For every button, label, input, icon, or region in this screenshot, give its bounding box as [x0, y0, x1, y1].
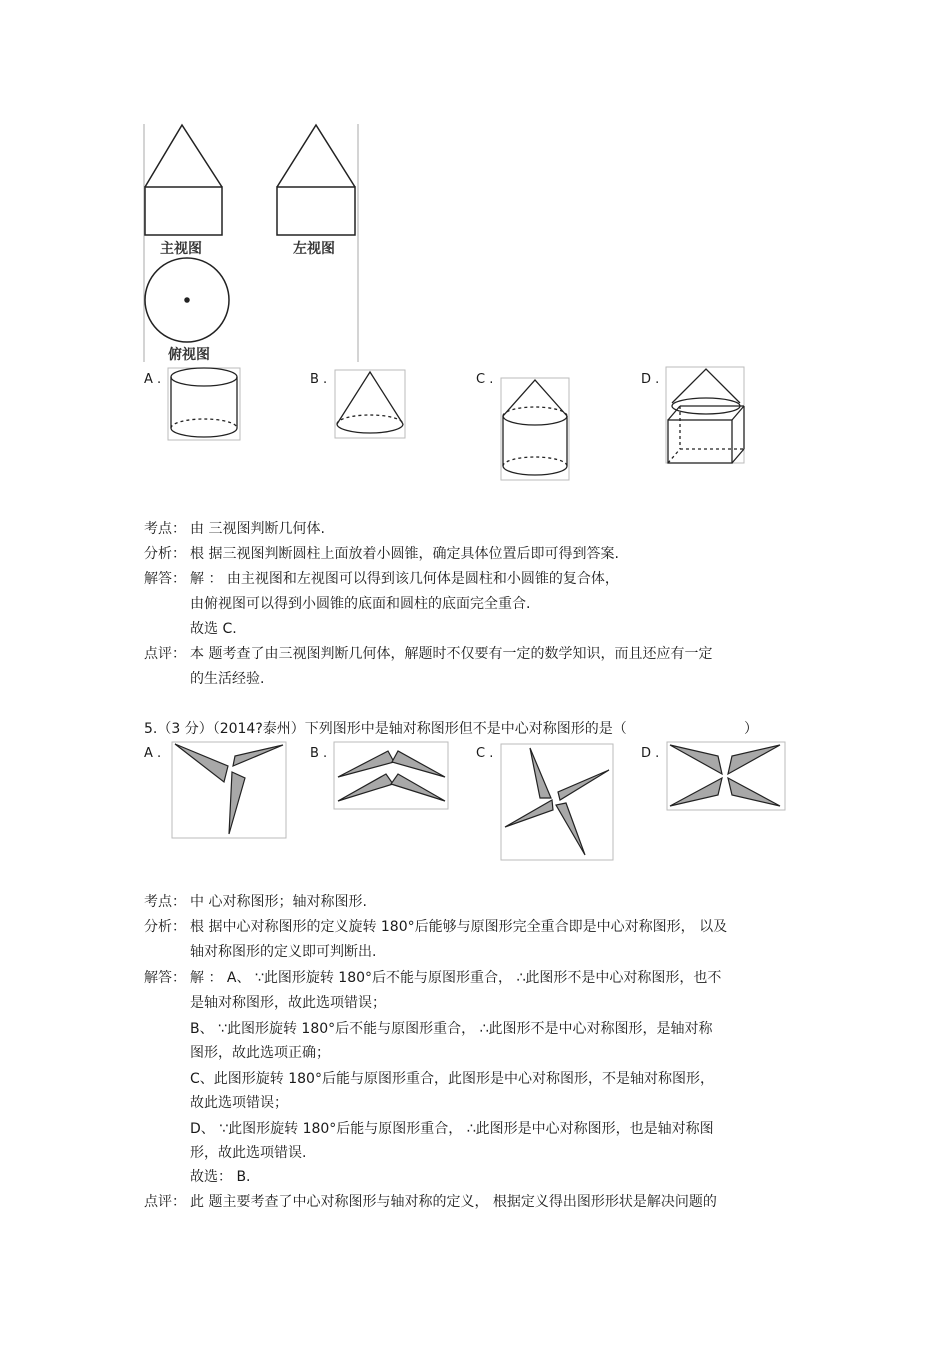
q4-option-a-label: A . [144, 372, 162, 387]
q5-option-a-shape [172, 742, 286, 838]
q5-jieda-line-6: 故此选项错误； [190, 1095, 288, 1111]
q4-jieda-line-3: 故选 C. [190, 621, 237, 637]
q4-kaodian-key: 考点： [144, 521, 186, 537]
q4-fenxi-key: 分析： [144, 546, 186, 562]
q4-jieda-key: 解答： [144, 571, 186, 587]
left-view-caption: 左视图 [293, 241, 335, 257]
q5-jieda-line-2: 是轴对称图形，故此选项错误； [190, 995, 386, 1011]
q5-title-close: ） [744, 721, 758, 737]
q5-option-d-label: D . [641, 746, 660, 761]
q5-jieda-line-8: 形，故此选项错误. [190, 1145, 307, 1161]
q4-option-c-label: C . [476, 372, 494, 387]
q4-dianping-line-2: 的生活经验. [190, 671, 265, 687]
q5-kaodian-key: 考点： [144, 894, 186, 910]
q5-jieda-line-1: 解 ： A、 ∵此图形旋转 180°后不能与原图形重合， ∴此图形不是中心对称图形，也不 [190, 970, 722, 986]
q5-dianping-key: 点评： [144, 1194, 186, 1210]
q5-option-a-label: A . [144, 746, 162, 761]
q5-option-c-label: C . [476, 746, 494, 761]
q5-title: 5.（3 分）（2014?泰州）下列图形中是轴对称图形但不是中心对称图形的是（ [144, 721, 627, 737]
q5-option-c-shape [501, 744, 613, 860]
front-view-caption: 主视图 [160, 241, 202, 257]
top-view-caption: 俯视图 [168, 347, 210, 363]
q5-fenxi-line-2: 轴对称图形的定义即可判断出. [190, 944, 377, 960]
q5-jieda-line-3: B、 ∵此图形旋转 180°后不能与原图形重合， ∴此图形不是中心对称图形，是轴对称 [190, 1021, 713, 1037]
q4-jieda-line-2: 由俯视图可以得到小圆锥的底面和圆柱的底面完全重合. [190, 596, 531, 612]
q5-jieda-line-5: C、此图形旋转 180°后能与原图形重合，此图形是中心对称图形，不是轴对称图形， [190, 1071, 714, 1087]
q5-option-b-shape [334, 742, 448, 809]
q4-dianping-key: 点评： [144, 646, 186, 662]
q5-kaodian-text: 中 心对称图形；轴对称图形. [190, 894, 367, 910]
q4-option-d-label: D . [641, 372, 660, 387]
q4-jieda-line-1: 解 ： 由主视图和左视图可以得到该几何体是圆柱和小圆锥的复合体， [190, 571, 619, 587]
q5-jieda-line-7: D、 ∵此图形旋转 180°后能与原图形重合， ∴此图形是中心对称图形，也是轴对称图 [190, 1121, 714, 1137]
q5-fenxi-line-1: 根 据中心对称图形的定义旋转 180°后能够与原图形完全重合即是中心对称图形， 以及 [190, 919, 728, 935]
q5-jieda-line-4: 图形，故此选项正确； [190, 1045, 330, 1061]
q5-option-b-label: B . [310, 746, 328, 761]
q5-jieda-key: 解答： [144, 970, 186, 986]
q4-fenxi-text: 根 据三视图判断圆柱上面放着小圆锥，确定具体位置后即可得到答案. [190, 546, 619, 562]
q5-dianping-line-1: 此 题主要考查了中心对称图形与轴对称的定义， 根据定义得出图形形状是解决问题的 [190, 1194, 717, 1210]
q5-jieda-line-9: 故选： B. [190, 1169, 251, 1185]
q4-dianping-line-1: 本 题考查了由三视图判断几何体，解题时不仅要有一定的数学知识，而且还应有一定 [190, 646, 713, 662]
q5-option-d-shape [667, 742, 785, 810]
q4-kaodian-text: 由 三视图判断几何体. [190, 521, 325, 537]
q5-fenxi-key: 分析： [144, 919, 186, 935]
q4-option-b-label: B . [310, 372, 328, 387]
